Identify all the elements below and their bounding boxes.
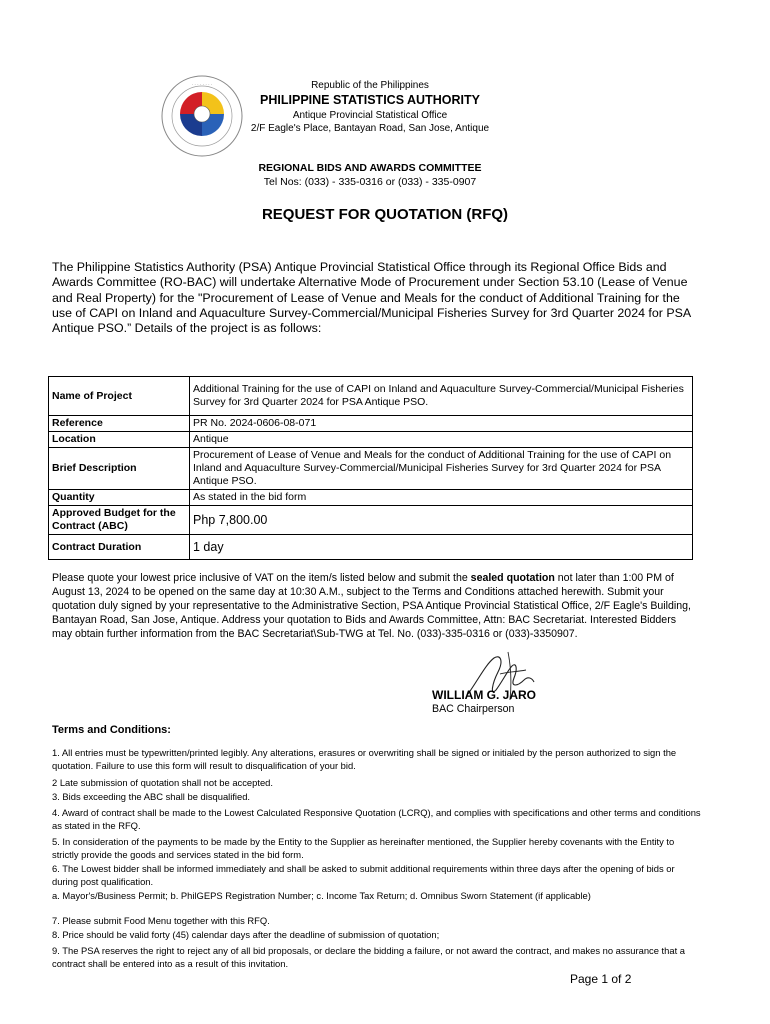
republic-text: Republic of the Philippines — [311, 80, 429, 91]
quote-text-after: not later than 1:00 PM of August 13, 2024 to be opened on the same day at 10:30 A.M., subject to the Terms and Conditions attached herewith. Submit your quotation duly signed by your representative to the Administrative Section, PSA Antique Provincial Statistical Office, 2/F Eagle's Building, Bantayan Road, San Jose, Antique. Address your quotation to Bids and Awards Committee, Attn: BAC Secretariat. Interested Bidders may obtain further information from the BAC Secretariat\Sub-TWG at Tel. No. (033)-335-0316 or (033)-3350907. — [52, 572, 691, 640]
row-value: As stated in the bid form — [190, 490, 693, 506]
page-number: Page 1 of 2 — [570, 972, 632, 986]
row-label: Quantity — [49, 490, 190, 506]
term-item: 3. Bids exceeding the ABC shall be disqualified. — [52, 791, 251, 802]
row-value: 1 day — [190, 535, 693, 560]
term-item: 1. All entries must be typewritten/printed legibly. Any alterations, erasures or overwriting shall be signed or initialed by the person authorized to sign the quotation. Failure to use this form will result to disqualification of your bid. — [52, 747, 677, 771]
svg-text:· · · · · · · ·: · · · · · · · · — [191, 82, 213, 87]
term-item: 9. The PSA reserves the right to reject any of all bid proposals, or declare the bidding a failure, or not award the contract, and makes no assurance that a contract shall be entered into as a result of this invitation. — [52, 945, 685, 969]
term-item: 5. In consideration of the payments to be made by the Entity to the Supplier as hereinafter mentioned, the Supplier hereby covenants with the Entity to strictly provide the goods and services stated in the bid form. — [52, 836, 675, 860]
row-value: Antique — [190, 432, 693, 448]
table-row — [49, 490, 693, 506]
term-item: 7. Please submit Food Menu together with this RFQ. — [52, 915, 270, 926]
office-name: Antique Provincial Statistical Office — [292, 110, 448, 121]
intro-paragraph: The Philippine Statistics Authority (PSA) Antique Provincial Statistical Office through its Regional Office Bids and Awards Committee (RO-BAC) will undertake Alternative Mode of Procurement under Section 53.10 (Lease of Venue and Real Property) for the "Procurement of Lease of Venue and Meals for the conduct of Additional Training for the use of CAPI on Inland and Aquaculture Survey-Commercial/Municipal Fisheries Survey for 3rd Quarter 2024 for PSA Antique PSO.” Details of the project is as follows: — [52, 260, 691, 336]
row-value: Procurement of Lease of Venue and Meals for the conduct of Additional Training for the use of CAPI on Inland and Aquaculture Survey-Commercial/Municipal Fisheries Survey for 3rd Quarter 2024 for PSA Antique PSO. — [190, 448, 693, 490]
row-value: Additional Training for the use of CAPI on Inland and Aquaculture Survey-Commercial/Municipal Fisheries Survey for 3rd Quarter 2024 for PSA Antique PSO. — [190, 377, 693, 416]
term-item: 2 Late submission of quotation shall not be accepted. — [52, 777, 273, 788]
row-value: PR No. 2024-0606-08-071 — [190, 416, 693, 432]
term-item: 6. The Lowest bidder shall be informed immediately and shall be asked to submit additional requirements within three days after the opening of bids or during post qualification. — [52, 863, 675, 887]
project-details-table — [48, 376, 693, 560]
term-item: 4. Award of contract shall be made to the Lowest Calculated Responsive Quotation (LCRQ), and complies with specifications and other terms and conditions as stated in the RFQ. — [52, 807, 701, 831]
terms-heading: Terms and Conditions: — [52, 724, 171, 736]
quotation-instructions — [52, 572, 692, 642]
office-address: 2/F Eagle's Place, Bantayan Road, San Jose, Antique — [250, 123, 490, 134]
row-label: Name of Project — [49, 377, 190, 416]
committee-tel: Tel Nos: (033) - 335-0316 or (033) - 335-0907 — [263, 176, 477, 188]
signatory-title: BAC Chairperson — [432, 703, 515, 715]
signatory-name: WILLIAM G. JARO — [432, 688, 536, 702]
quote-text-before: Please quote your lowest price inclusive of VAT on the item/s listed below and submit the — [52, 572, 471, 584]
table-row — [49, 535, 693, 560]
table-row — [49, 506, 693, 535]
committee-name: REGIONAL BIDS AND AWARDS COMMITTEE — [258, 162, 482, 174]
table-row — [49, 448, 693, 490]
table-row — [49, 377, 693, 416]
page-title: REQUEST FOR QUOTATION (RFQ) — [261, 206, 509, 223]
row-label: Approved Budget for the Contract (ABC) — [49, 506, 190, 535]
quote-text-bold: sealed quotation — [470, 572, 555, 584]
term-item: a. Mayor's/Business Permit; b. PhilGEPS Registration Number; c. Income Tax Return; d. Omnibus Sworn Statement (if applicable) — [52, 890, 591, 901]
table-row — [49, 432, 693, 448]
agency-name: PHILIPPINE STATISTICS AUTHORITY — [260, 93, 480, 107]
row-label: Location — [49, 432, 190, 448]
table-row — [49, 416, 693, 432]
row-label: Brief Description — [49, 448, 190, 490]
row-label: Contract Duration — [49, 535, 190, 560]
row-value: Php 7,800.00 — [190, 506, 693, 535]
row-label: Reference — [49, 416, 190, 432]
term-item: 8. Price should be valid forty (45) calendar days after the deadline of submission of quotation; — [52, 929, 440, 940]
